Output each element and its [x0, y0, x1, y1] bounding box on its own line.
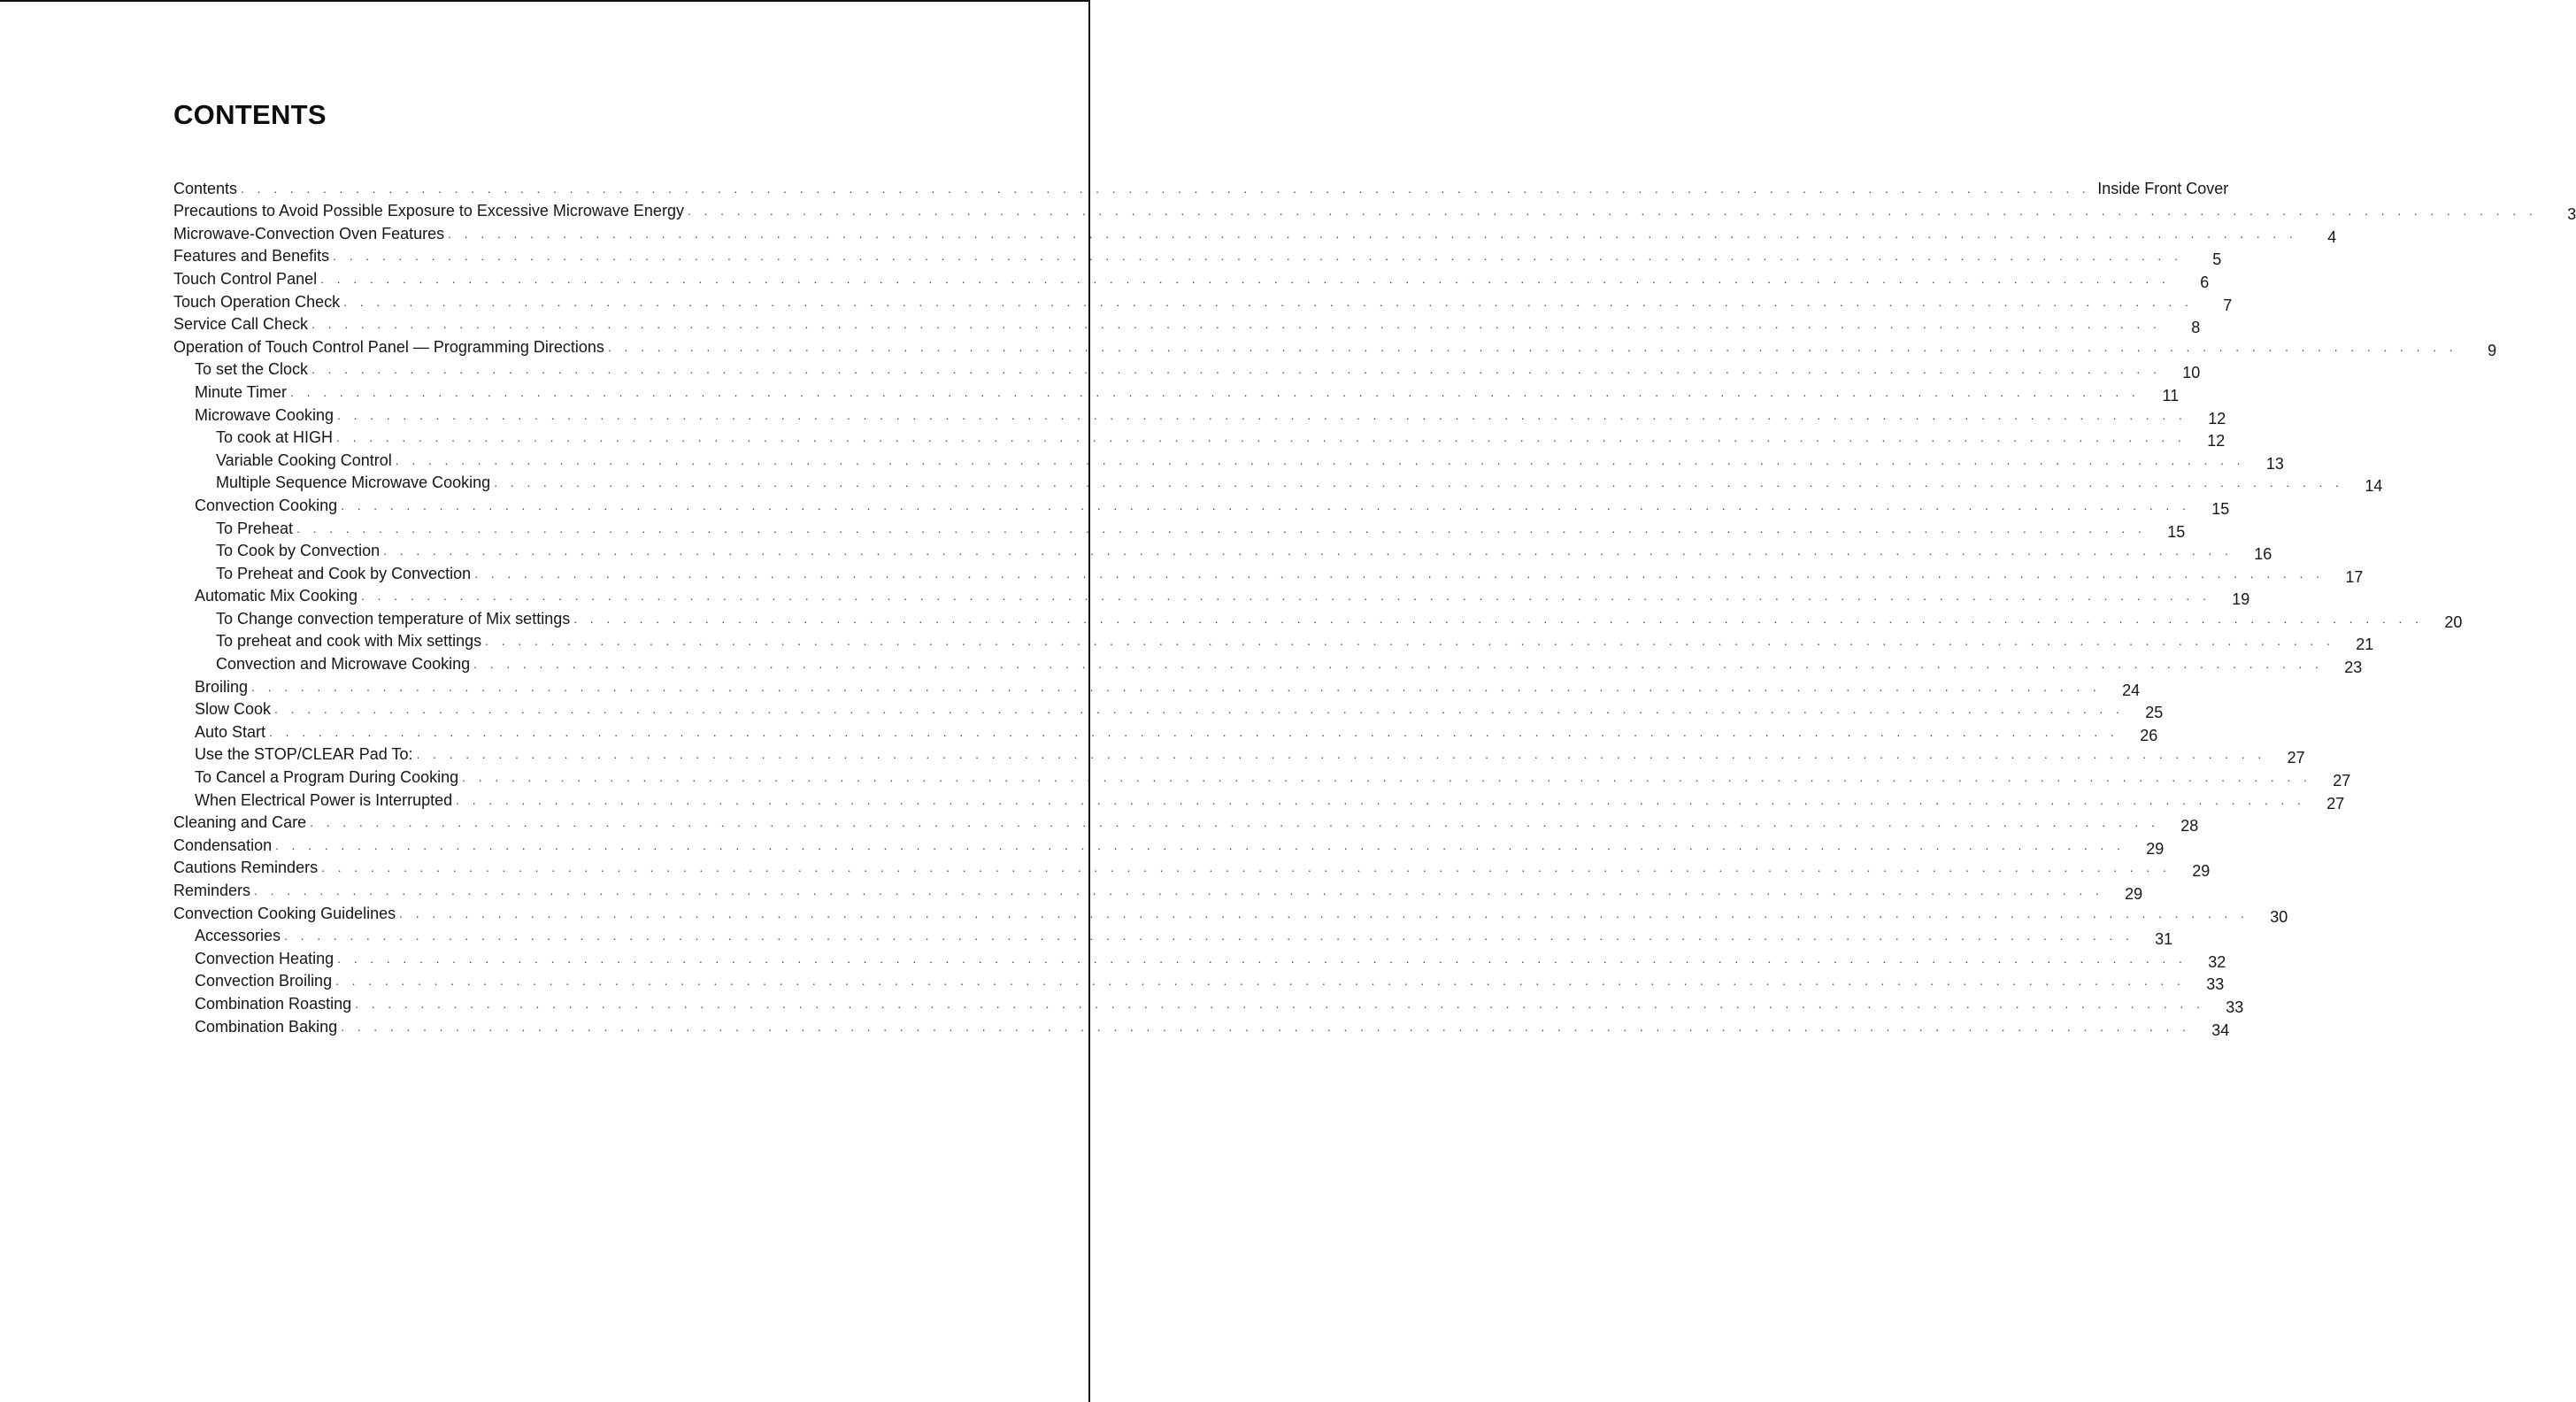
toc-entry-page: 20 — [2444, 612, 2463, 631]
dot-leader: . . . . . . . . . . . . . . . . . . . . . . . . . . . . . . . . . . . . . . . . . . . . . . . . . . . . . . . . . . . . . . . . . . . . . . . . . . . . . . . . . . . . . . . . . . . . . . . . . . . . . . . . . . . . . . . . . — [416, 747, 2266, 762]
toc-entry-page: 14 — [2365, 477, 2383, 496]
toc-entry — [173, 198, 2576, 224]
dot-leader: . . . . . . . . . . . . . . . . . . . . . . . . . . . . . . . . . . . . . . . . . . . . . . . . . . . . . . . . . . . . . . . . . . . . . . . . . . . . . . . . . . . . . . . . . . . . . . . . . . . . . . . . . . . . . . . . . — [485, 634, 2335, 649]
toc-entry — [173, 945, 2226, 971]
dot-leader: . . . . . . . . . . . . . . . . . . . . . . . . . . . . . . . . . . . . . . . . . . . . . . . . . . . . . . . . . . . . . . . . . . . . . . . . . . . . . . . . . . . . . . . . . . . . . . . . . . . . . . . . . . . . . . . . . — [321, 860, 2172, 875]
dot-leader: . . . . . . . . . . . . . . . . . . . . . . . . . . . . . . . . . . . . . . . . . . . . . . . . . . . . . . . . . . . . . . . . . . . . . . . . . . . . . . . . . . . . . . . . . . . . . . . . . . . . . . . . . . . . . . . . . — [341, 1019, 2191, 1034]
toc-entry-page: 4 — [2327, 227, 2337, 246]
dot-leader: . . . . . . . . . . . . . . . . . . . . . . . . . . . . . . . . . . . . . . . . . . . . . . . . . . . . . . . . . . . . . . . . . . . . . . . . . . . . . . . . . . . . . . . . . . . . . . . . . . . . . . . . . . . . . . . . . — [274, 702, 2125, 717]
dot-leader: . . . . . . . . . . . . . . . . . . . . . . . . . . . . . . . . . . . . . . . . . . . . . . . . . . . . . . . . . . . . . . . . . . . . . . . . . . . . . . . . . . . . . . . . . . . . . . . . . . . . . . . . . . . . . . . . . — [336, 430, 2187, 445]
dot-leader: . . . . . . . . . . . . . . . . . . . . . . . . . . . . . . . . . . . . . . . . . . . . . . . . . . . . . . . . . . . . . . . . . . . . . . . . . . . . . . . . . . . . . . . . . . . . . . . . . . . . . . . . . . . . . . . . . — [290, 384, 2141, 399]
toc-entry-label: Minute Timer — [195, 382, 288, 401]
toc-entry-label: To set the Clock — [195, 360, 309, 379]
toc-entry-page: 30 — [2270, 907, 2288, 926]
toc-entry — [173, 651, 2363, 677]
toc-entry-page: 9 — [2488, 341, 2497, 359]
toc-entry-label: Features and Benefits — [173, 247, 330, 266]
dot-leader: . . . . . . . . . . . . . . . . . . . . . . . . . . . . . . . . . . . . . . . . . . . . . . . . . . . . . . . . . . . . . . . . . . . . . . . . . . . . . . . . . . . . . . . . . . . . . . . . . . . . . . . . . . . . . . . . . — [399, 905, 2249, 921]
toc-entry-label: Contents — [173, 179, 238, 197]
dot-leader: . . . . . . . . . . . . . . . . . . . . . . . . . . . . . . . . . . . . . . . . . . . . . . . . . . . . . . . . . . . . . . . . . . . . . . . . . . . . . . . . . . . . . . . . . . . . . . . . . . . . . . . . . . . . . . . . . — [383, 543, 2234, 558]
toc-entry — [173, 289, 2233, 314]
toc-entry — [173, 719, 2158, 744]
toc-entry — [173, 764, 2351, 790]
toc-entry-page: 29 — [2146, 839, 2165, 858]
dot-leader: . . . . . . . . . . . . . . . . . . . . . . . . . . . . . . . . . . . . . . . . . . . . . . . . . . . . . . . . . . . . . . . . . . . . . . . . . . . . . . . . . . . . . . . . . . . . . . . . . . . . . . . . . . . . . . . . . — [573, 611, 2424, 626]
toc-entry — [173, 1013, 2230, 1039]
toc-entry-page: 11 — [2162, 386, 2180, 404]
toc-entry — [173, 605, 2463, 631]
toc-entry-label: To Preheat and Cook by Convection — [216, 564, 472, 582]
toc-entry-label: Convection and Microwave Cooking — [216, 655, 471, 674]
toc-entry-page: 26 — [2140, 726, 2158, 744]
toc-entry-label: Service Call Check — [173, 315, 309, 334]
dot-leader: . . . . . . . . . . . . . . . . . . . . . . . . . . . . . . . . . . . . . . . . . . . . . . . . . . . . . . . . . . . . . . . . . . . . . . . . . . . . . . . . . . . . . . . . . . . . . . . . . . . . . . . . . . . . . . . . . — [320, 271, 2171, 286]
toc-entry-label: Automatic Mix Cooking — [195, 587, 358, 605]
toc-entry-page: 33 — [2226, 998, 2244, 1016]
toc-entry — [173, 697, 2164, 722]
toc-entry — [173, 175, 2229, 198]
toc-entry — [173, 560, 2364, 586]
toc-entry-page: 19 — [2232, 590, 2250, 609]
toc-entry — [173, 900, 2288, 926]
dot-leader: . . . . . . . . . . . . . . . . . . . . . . . . . . . . . . . . . . . . . . . . . . . . . . . . . . . . . . . . . . . . . . . . . . . . . . . . . . . . . . . . . . . . . . . . . . . . . . . . . . . . . . . . . . . . . . . . . — [474, 566, 2325, 581]
toc-entry-page: 25 — [2145, 704, 2164, 722]
toc-entry — [173, 538, 2272, 564]
toc-entry-label: Microwave Cooking — [195, 405, 334, 424]
toc-entry — [173, 968, 2225, 994]
dot-leader: . . . . . . . . . . . . . . . . . . . . . . . . . . . . . . . . . . . . . . . . . . . . . . . . . . . . . . . . . . . . . . . . . . . . . . . . . . . . . . . . . . . . . . . . . . . . . . . . . . . . . . . . . . . . . . . . . — [473, 657, 2324, 672]
page-title: CONTENTS — [173, 99, 327, 130]
toc-entry-label: Operation of Touch Control Panel — Programming Directions — [173, 337, 604, 356]
toc-entry-page: 8 — [2191, 319, 2201, 337]
dot-leader: . . . . . . . . . . . . . . . . . . . . . . . . . . . . . . . . . . . . . . . . . . . . . . . . . . . . . . . . . . . . . . . . . . . . . . . . . . . . . . . . . . . . . . . . . . . . . . . . . . . . . . . . . . . . . . . . . — [448, 226, 2298, 241]
toc-entry — [173, 447, 2284, 473]
toc-entry-page: 6 — [2200, 273, 2210, 291]
toc-entry-label: Multiple Sequence Microwave Cooking — [216, 474, 491, 492]
toc-entry-page: 33 — [2206, 975, 2225, 994]
toc-entry-label: Reminders — [173, 882, 251, 899]
toc-entry-label: Precautions to Avoid Possible Exposure to Excessive Microwave Energy — [173, 202, 684, 220]
toc-entry-label: When Electrical Power is Interrupted — [195, 790, 453, 809]
toc-entry — [173, 334, 2497, 359]
toc-entry-label: Cleaning and Care — [173, 813, 307, 832]
dot-leader: . . . . . . . . . . . . . . . . . . . . . . . . . . . . . . . . . . . . . . . . . . . . . . . . . . . . . . . . . . . . . . . . . . . . . . . . . . . . . . . . . . . . . . . . . . . . . . . . . . . . . . . . . . . . . . . . . — [337, 407, 2188, 422]
dot-leader: . . . . . . . . . . . . . . . . . . . . . . . . . . . . . . . . . . . . . . . . . . . . . . . . . . . . . . . . . . . . . . . . . . . . . . . . . . . . . . . . . . . . . . . . . . . . . . . . . . . . . . . . . . . . . . . . . — [241, 181, 2091, 196]
table-of-contents — [173, 175, 2576, 1039]
dot-leader: . . . . . . . . . . . . . . . . . . . . . . . . . . . . . . . . . . . . . . . . . . . . . . . . . . . . . . . . . . . . . . . . . . . . . . . . . . . . . . . . . . . . . . . . . . . . . . . . . . . . . . . . . . . . . . . . . — [254, 883, 2104, 897]
toc-entry-label: Use the STOP/CLEAR Pad To: — [195, 745, 413, 764]
toc-entry-label: Convection Cooking Guidelines — [173, 904, 396, 922]
toc-entry-page: 15 — [2211, 499, 2230, 518]
toc-entry-label: Combination Roasting — [195, 994, 352, 1013]
dot-leader: . . . . . . . . . . . . . . . . . . . . . . . . . . . . . . . . . . . . . . . . . . . . . . . . . . . . . . . . . . . . . . . . . . . . . . . . . . . . . . . . . . . . . . . . . . . . . . . . . . . . . . . . . . . . . . . . . — [687, 204, 2538, 219]
toc-entry-label: Accessories — [195, 927, 281, 945]
toc-entry-page: 16 — [2254, 545, 2272, 564]
toc-entry-label: To preheat and cook with Mix settings — [216, 632, 482, 651]
dot-leader: . . . . . . . . . . . . . . . . . . . . . . . . . . . . . . . . . . . . . . . . . . . . . . . . . . . . . . . . . . . . . . . . . . . . . . . . . . . . . . . . . . . . . . . . . . . . . . . . . . . . . . . . . . . . . . . . . — [395, 452, 2245, 467]
dot-leader: . . . . . . . . . . . . . . . . . . . . . . . . . . . . . . . . . . . . . . . . . . . . . . . . . . . . . . . . . . . . . . . . . . . . . . . . . . . . . . . . . . . . . . . . . . . . . . . . . . . . . . . . . . . . . . . . . — [275, 837, 2126, 852]
toc-entry — [173, 379, 2180, 404]
toc-entry-page: 24 — [2122, 681, 2141, 699]
dot-leader: . . . . . . . . . . . . . . . . . . . . . . . . . . . . . . . . . . . . . . . . . . . . . . . . . . . . . . . . . . . . . . . . . . . . . . . . . . . . . . . . . . . . . . . . . . . . . . . . . . . . . . . . . . . . . . . . . — [296, 520, 2147, 535]
toc-entry-label: Microwave-Convection Oven Features — [173, 224, 445, 243]
toc-entry — [173, 402, 2226, 428]
toc-entry — [173, 674, 2141, 699]
toc-entry-page: 21 — [2356, 636, 2374, 654]
dot-leader: . . . . . . . . . . . . . . . . . . . . . . . . . . . . . . . . . . . . . . . . . . . . . . . . . . . . . . . . . . . . . . . . . . . . . . . . . . . . . . . . . . . . . . . . . . . . . . . . . . . . . . . . . . . . . . . . . — [311, 362, 2162, 377]
toc-entry-page: 31 — [2155, 930, 2173, 949]
toc-entry — [173, 312, 2201, 337]
toc-entry-label: Condensation — [173, 836, 273, 854]
toc-entry — [173, 243, 2222, 269]
dot-leader: . . . . . . . . . . . . . . . . . . . . . . . . . . . . . . . . . . . . . . . . . . . . . . . . . . . . . . . . . . . . . . . . . . . . . . . . . . . . . . . . . . . . . . . . . . . . . . . . . . . . . . . . . . . . . . . . . — [355, 996, 2205, 1011]
toc-entry — [173, 425, 2226, 451]
toc-entry — [173, 220, 2337, 246]
toc-entry-label: Convection Heating — [195, 949, 334, 967]
dot-leader: . . . . . . . . . . . . . . . . . . . . . . . . . . . . . . . . . . . . . . . . . . . . . . . . . . . . . . . . . . . . . . . . . . . . . . . . . . . . . . . . . . . . . . . . . . . . . . . . . . . . . . . . . . . . . . . . . — [361, 589, 2211, 604]
toc-entry — [173, 923, 2173, 949]
dot-leader: . . . . . . . . . . . . . . . . . . . . . . . . . . . . . . . . . . . . . . . . . . . . . . . . . . . . . . . . . . . . . . . . . . . . . . . . . . . . . . . . . . . . . . . . . . . . . . . . . . . . . . . . . . . . . . . . . — [335, 974, 2186, 989]
toc-entry-page: 27 — [2326, 794, 2345, 813]
dot-leader: . . . . . . . . . . . . . . . . . . . . . . . . . . . . . . . . . . . . . . . . . . . . . . . . . . . . . . . . . . . . . . . . . . . . . . . . . . . . . . . . . . . . . . . . . . . . . . . . . . . . . . . . . . . . . . . . . — [341, 497, 2191, 512]
toc-entry — [173, 832, 2165, 858]
dot-leader: . . . . . . . . . . . . . . . . . . . . . . . . . . . . . . . . . . . . . . . . . . . . . . . . . . . . . . . . . . . . . . . . . . . . . . . . . . . . . . . . . . . . . . . . . . . . . . . . . . . . . . . . . . . . . . . . . — [456, 792, 2306, 807]
toc-entry-label: To Preheat — [216, 519, 294, 537]
toc-entry-page: 29 — [2192, 862, 2211, 881]
dot-leader: . . . . . . . . . . . . . . . . . . . . . . . . . . . . . . . . . . . . . . . . . . . . . . . . . . . . . . . . . . . . . . . . . . . . . . . . . . . . . . . . . . . . . . . . . . . . . . . . . . . . . . . . . . . . . . . . . — [269, 724, 2119, 739]
toc-entry-page: 32 — [2208, 952, 2226, 971]
toc-entry-page: 34 — [2211, 1021, 2230, 1039]
toc-entry-label: Convection Broiling — [195, 972, 333, 990]
toc-entry-page: 27 — [2333, 772, 2351, 790]
toc-entry-page: 28 — [2180, 817, 2199, 836]
toc-entry-label: To Cancel a Program During Cooking — [195, 768, 459, 787]
toc-entry — [173, 990, 2244, 1016]
toc-entry-label: Cautions Reminders — [173, 859, 319, 877]
dot-leader: . . . . . . . . . . . . . . . . . . . . . . . . . . . . . . . . . . . . . . . . . . . . . . . . . . . . . . . . . . . . . . . . . . . . . . . . . . . . . . . . . . . . . . . . . . . . . . . . . . . . . . . . . . . . . . . . . — [462, 770, 2312, 785]
toc-entry — [173, 742, 2305, 767]
toc-entry-label: Combination Baking — [195, 1017, 338, 1036]
toc-entry — [173, 787, 2345, 813]
toc-entry-page: 23 — [2344, 659, 2363, 677]
toc-entry — [173, 628, 2374, 654]
toc-entry-page: Inside Front Cover — [2097, 179, 2229, 197]
toc-entry-page: 7 — [2223, 296, 2233, 314]
toc-entry-page: 3 — [2567, 205, 2576, 224]
toc-entry — [173, 515, 2186, 541]
toc-entry-label: To Change convection temperature of Mix settings — [216, 609, 571, 628]
dot-leader: . . . . . . . . . . . . . . . . . . . . . . . . . . . . . . . . . . . . . . . . . . . . . . . . . . . . . . . . . . . . . . . . . . . . . . . . . . . . . . . . . . . . . . . . . . . . . . . . . . . . . . . . . . . . . . . . . — [311, 317, 2162, 332]
toc-entry-page: 17 — [2345, 567, 2364, 586]
toc-entry-page: 15 — [2167, 522, 2186, 541]
toc-entry-page: 27 — [2287, 749, 2305, 767]
toc-entry — [173, 877, 2143, 903]
toc-entry — [173, 266, 2210, 291]
toc-entry-label: To Cook by Convection — [216, 542, 381, 560]
toc-entry-label: Convection Cooking — [195, 496, 338, 514]
toc-entry — [173, 855, 2211, 881]
dot-leader: . . . . . . . . . . . . . . . . . . . . . . . . . . . . . . . . . . . . . . . . . . . . . . . . . . . . . . . . . . . . . . . . . . . . . . . . . . . . . . . . . . . . . . . . . . . . . . . . . . . . . . . . . . . . . . . . . — [333, 249, 2183, 264]
dot-leader: . . . . . . . . . . . . . . . . . . . . . . . . . . . . . . . . . . . . . . . . . . . . . . . . . . . . . . . . . . . . . . . . . . . . . . . . . . . . . . . . . . . . . . . . . . . . . . . . . . . . . . . . . . . . . . . . . — [607, 339, 2458, 354]
toc-entry-label: To cook at HIGH — [216, 428, 334, 447]
toc-entry-label: Variable Cooking Control — [216, 451, 392, 469]
toc-entry-label: Broiling — [195, 677, 249, 696]
toc-entry-page: 13 — [2265, 454, 2284, 473]
dot-leader: . . . . . . . . . . . . . . . . . . . . . . . . . . . . . . . . . . . . . . . . . . . . . . . . . . . . . . . . . . . . . . . . . . . . . . . . . . . . . . . . . . . . . . . . . . . . . . . . . . . . . . . . . . . . . . . . . — [343, 294, 2194, 309]
toc-entry-label: Touch Control Panel — [173, 269, 318, 288]
toc-entry-page: 12 — [2207, 432, 2226, 451]
dot-leader: . . . . . . . . . . . . . . . . . . . . . . . . . . . . . . . . . . . . . . . . . . . . . . . . . . . . . . . . . . . . . . . . . . . . . . . . . . . . . . . . . . . . . . . . . . . . . . . . . . . . . . . . . . . . . . . . . — [494, 475, 2344, 490]
toc-entry — [173, 470, 2383, 496]
toc-entry — [173, 583, 2250, 609]
toc-entry-page: 10 — [2182, 364, 2201, 382]
dot-leader: . . . . . . . . . . . . . . . . . . . . . . . . . . . . . . . . . . . . . . . . . . . . . . . . . . . . . . . . . . . . . . . . . . . . . . . . . . . . . . . . . . . . . . . . . . . . . . . . . . . . . . . . . . . . . . . . . — [310, 815, 2160, 830]
toc-entry-page: 5 — [2212, 250, 2222, 269]
toc-entry-label: Slow Cook — [195, 700, 272, 719]
toc-entry-page: 12 — [2208, 409, 2226, 428]
toc-entry-label: Touch Operation Check — [173, 292, 341, 311]
dot-leader: . . . . . . . . . . . . . . . . . . . . . . . . . . . . . . . . . . . . . . . . . . . . . . . . . . . . . . . . . . . . . . . . . . . . . . . . . . . . . . . . . . . . . . . . . . . . . . . . . . . . . . . . . . . . . . . . . — [251, 679, 2102, 694]
toc-entry-label: Auto Start — [195, 722, 266, 741]
toc-entry — [173, 810, 2199, 836]
toc-entry — [173, 357, 2201, 382]
dot-leader: . . . . . . . . . . . . . . . . . . . . . . . . . . . . . . . . . . . . . . . . . . . . . . . . . . . . . . . . . . . . . . . . . . . . . . . . . . . . . . . . . . . . . . . . . . . . . . . . . . . . . . . . . . . . . . . . . — [337, 951, 2188, 966]
toc-entry — [173, 492, 2230, 518]
toc-entry-page: 29 — [2125, 885, 2143, 903]
dot-leader: . . . . . . . . . . . . . . . . . . . . . . . . . . . . . . . . . . . . . . . . . . . . . . . . . . . . . . . . . . . . . . . . . . . . . . . . . . . . . . . . . . . . . . . . . . . . . . . . . . . . . . . . . . . . . . . . . — [284, 928, 2134, 944]
